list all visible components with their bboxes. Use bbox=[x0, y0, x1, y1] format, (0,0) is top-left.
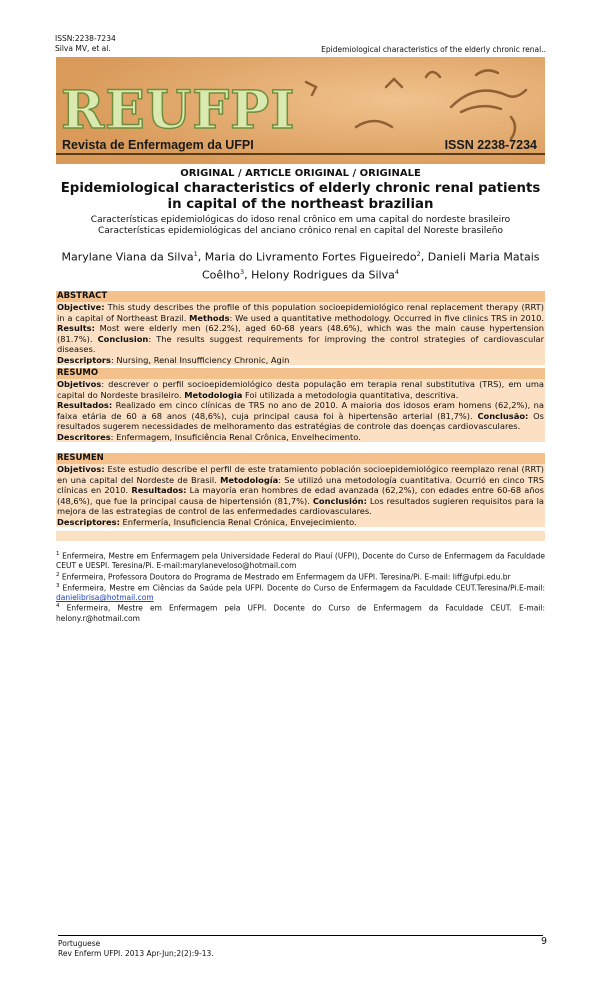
conclusion-text: Los resultados sugieren requisitos para la mejora de las estrategias de control de las enfermedades cardiovasculares. bbox=[57, 495, 545, 516]
author-name: Maria do Livramento Fortes Figueiredo bbox=[204, 250, 417, 264]
footnote-text: Enfermeira, Mestre em Ciências da Saúde pela UFPI. Docente do Curso de Enfermagem da Faculdade CEUT.Teresina/Pi.E-mail: bbox=[62, 583, 545, 593]
author-affiliation-mark: 2 bbox=[416, 250, 421, 258]
footnote-mark: 3 bbox=[56, 582, 60, 589]
page-footer bbox=[58, 939, 214, 959]
objective-text: : descrever o perfil socioepidemiológico desta população em terapia renal substitutiva (TRS), em uma capital do Nordeste brasileiro. bbox=[57, 379, 544, 400]
descriptors-text: : Enfermagem, Insuficiência Renal Crônica, Envelhecimento. bbox=[110, 431, 361, 442]
resumen-body bbox=[56, 464, 545, 527]
methods-label: Metodologia bbox=[184, 389, 243, 400]
abstract-body bbox=[56, 302, 545, 365]
objective-label: Objetivos: bbox=[57, 464, 105, 474]
author-name: Helony Rodrigues da Silva bbox=[251, 268, 395, 282]
footer-citation: Rev Enferm UFPI. 2013 Apr-Jun;2(2):9-13. bbox=[58, 949, 214, 958]
email-link[interactable]: danielibrisa@hotmail.com bbox=[56, 592, 154, 602]
running-header-left bbox=[55, 34, 116, 54]
abstract-heading: ABSTRACT bbox=[56, 291, 545, 302]
methods-label: Methods bbox=[189, 312, 230, 323]
footnote-text: Enfermeira, Professora Doutora do Programa de Mestrado em Enfermagem da UFPI. Teresina/Pi. E-mail: liff@ufpi.edu.br bbox=[61, 572, 511, 582]
objective-label: Objective: bbox=[57, 302, 105, 312]
results-text: Most were elderly men (62.2%), aged 60-68 years (48.6%), which was the main cause hypertension (81.7%). bbox=[57, 323, 544, 344]
descriptors-label: Descriptors bbox=[57, 354, 111, 365]
footer-language: Portuguese bbox=[58, 939, 101, 948]
methods-label: Metodología bbox=[220, 474, 279, 485]
footnote bbox=[56, 582, 545, 603]
footer-divider bbox=[58, 935, 543, 936]
affiliation-footnotes bbox=[56, 550, 545, 623]
results-text: La mayoría eran hombres de edad avanzada (62,2%), con edades entre 60-68 años (48,6%), que fue la principal causa de hipertensión (81,7%). bbox=[57, 485, 545, 506]
resumo-heading: RESUMO bbox=[56, 368, 545, 379]
footnote bbox=[56, 550, 545, 571]
conclusion-text: Os resultados sugerem necessidades de melhoramento das estratégias de controle das doenças cardiovasculares. bbox=[57, 410, 545, 431]
footnote-mark: 4 bbox=[56, 603, 60, 610]
header-authors: Silva MV, et al. bbox=[55, 44, 111, 53]
footnote-mark: 2 bbox=[56, 571, 60, 578]
objective-text: This study describes the profile of this population socioepidemiológico renal replacement therapy (RRT) in a capital of Northeast Brazil. bbox=[57, 302, 544, 323]
results-label: Resultados: bbox=[57, 400, 113, 410]
methods-text: : Se utilizó una metodología cuantitativa. Ocurrió en cinco TRS clínicas en 2010. bbox=[57, 474, 545, 495]
article-title-pt: Características epidemiológicas do idoso renal crônico em uma capital do nordeste brasileiro bbox=[90, 215, 511, 225]
descriptors-text: Enfermería, Insuficiencia Renal Crónica, Envejecimiento. bbox=[122, 516, 357, 527]
footnote-text: Enfermeira, Mestre em Enfermagem pela UFPI. Docente do Curso de Enfermagem da Faculdade CEUT. E-mail: helony.r@hotmail.com bbox=[56, 603, 546, 623]
banner-divider bbox=[56, 153, 545, 155]
conclusion-label: Conclusión: bbox=[312, 495, 367, 506]
methods-text: Foi utilizada a metodologia quantitativa, descritiva. bbox=[245, 389, 459, 400]
results-label: Resultados: bbox=[131, 485, 187, 495]
results-text: Realizado em cinco clínicas de TRS no ano de 2010. A maioria dos idosos eram homens (62,2%), na faixa etária de 60 a 68 anos (48,6%), cuja principal causa foi à hipertensão arterial (81,7%). bbox=[57, 400, 544, 421]
journal-banner bbox=[56, 57, 545, 164]
author-affiliation-mark: 1 bbox=[193, 250, 198, 258]
footnote bbox=[56, 602, 545, 623]
conclusion-label: Conclusion bbox=[97, 333, 149, 344]
author-name: Marylane Viana da Silva bbox=[61, 250, 194, 264]
article-title: Epidemiological characteristics of elderly chronic renal patients in capital of the northeast brazilian bbox=[60, 181, 541, 212]
descriptors-label: Descritores bbox=[57, 431, 111, 442]
objective-label: Objetivos bbox=[57, 379, 102, 389]
running-title: Epidemiological characteristics of the elderly chronic renal.. bbox=[321, 45, 546, 54]
author-affiliation-mark: 3 bbox=[239, 267, 245, 276]
journal-issn: ISSN 2238-7234 bbox=[444, 138, 537, 152]
footnote-mark: 1 bbox=[56, 551, 60, 557]
journal-logo: REUFPI bbox=[61, 80, 296, 141]
article-title-es: Características epidemiológicas del anciano crônico renal en capital del Noreste brasileño bbox=[98, 226, 503, 236]
resumen-heading: RESUMEN bbox=[56, 453, 545, 464]
footnote bbox=[56, 571, 545, 582]
conclusion-text: : The results suggest requirements for improving the control strategies of cardiovascular diseases. bbox=[57, 333, 545, 354]
resumo-body bbox=[56, 379, 545, 442]
page-number: 9 bbox=[540, 936, 547, 947]
objective-text: Este estudio describe el perfil de este tratamiento población socioepidemiológico reemplazo renal (RRT) en una capital del Nordeste de Brasil. bbox=[57, 464, 544, 485]
header-issn: ISSN:2238-7234 bbox=[55, 34, 116, 43]
journal-name: Revista de Enfermagem da UFPI bbox=[62, 138, 254, 152]
author-affiliation-mark: 4 bbox=[394, 267, 399, 276]
methods-text: : We used a quantitative methodology. Occurred in five clinics TRS in 2010. bbox=[229, 312, 545, 323]
article-type: ORIGINAL / ARTICLE ORIGINAL / ORIGINALE bbox=[180, 168, 421, 179]
author-list: Marylane Viana da Silva$^1$, Maria do Livramento Fortes Figueiredo$^2$, Danieli Maria Matais Coêlho$^3$, Helony Rodrigues da Silva$^4$ bbox=[61, 250, 540, 282]
descriptors-label: Descriptores: bbox=[57, 516, 120, 527]
results-label: Results: bbox=[57, 323, 95, 333]
abstract-box-end bbox=[56, 531, 545, 541]
conclusion-label: Conclusão: bbox=[477, 410, 529, 421]
descriptors-text: : Nursing, Renal Insufficiency Chronic, Agin bbox=[110, 354, 290, 365]
footnote-text: Enfermeira, Mestre em Enfermagem pela Universidade Federal do Piauí (UFPI), Docente do Curso de Enfermagem da Faculdade CEUT e UESPI. Teresina/Pi. E-mail:marylaneveloso@hotmail.com bbox=[56, 551, 545, 571]
author-name: Danieli Maria Matais Coêlho bbox=[202, 250, 540, 282]
